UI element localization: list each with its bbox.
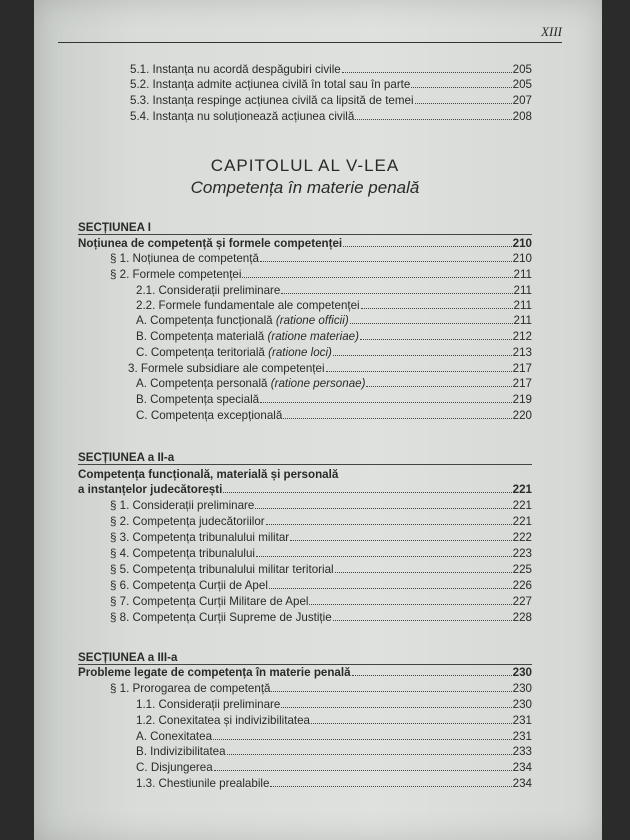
toc-entry: 1.1. Considerații preliminare 230 — [136, 698, 532, 711]
toc-entry: 2.2. Formele fundamentale ale competenței 211 — [136, 299, 532, 312]
toc-entry: 3. Formele subsidiare ale competenței 217 — [128, 362, 532, 375]
page-number: XIII — [541, 24, 562, 39]
toc-entry: B. Competența specială 219 — [136, 393, 532, 406]
table-of-contents — [78, 0, 532, 840]
chapter-number: CAPITOLUL AL V-LEA — [210, 156, 400, 175]
toc-entry: C. Competența teritorială (ratione loci) 213 — [136, 346, 532, 359]
toc-entry: § 4. Competența tribunalului 223 — [110, 547, 532, 560]
toc-entry: C. Competența excepțională 220 — [136, 409, 532, 422]
toc-entry: § 7. Competența Curții Militare de Apel 227 — [110, 595, 532, 608]
section-title: a instanțelor judecătorești 221 — [78, 483, 532, 496]
toc-entry: § 2. Competența judecătoriilor 221 — [110, 515, 532, 528]
section-heading: SECȚIUNEA a III-a — [78, 651, 178, 664]
toc-entry: 5.4. Instanța nu soluționează acțiunea civilă 208 — [130, 110, 532, 123]
section-divider — [78, 234, 532, 235]
toc-entry: § 3. Competența tribunalului militar 222 — [110, 531, 532, 544]
book-page — [34, 0, 602, 840]
toc-entry: A. Competența personală (ratione personae) 217 — [136, 377, 532, 390]
section-heading: SECȚIUNEA I — [78, 221, 152, 234]
toc-entry: B. Indivizibilitatea 233 — [136, 745, 532, 758]
toc-entry: 1.3. Chestiunile prealabile 234 — [136, 777, 532, 790]
section-title: Probleme legate de competența în materie penală 230 — [78, 666, 532, 679]
toc-entry: 5.2. Instanța admite acțiunea civilă în total sau în parte 205 — [130, 78, 532, 91]
chapter-title: Competența în materie penală — [190, 178, 420, 197]
toc-entry: § 1. Noțiunea de competență 210 — [110, 252, 532, 265]
toc-entry: 5.3. Instanța respinge acțiunea civilă ca lipsită de temei 207 — [130, 94, 532, 107]
toc-entry: § 8. Competența Curții Supreme de Justiție 228 — [110, 611, 532, 624]
toc-entry: A. Conexitatea 231 — [136, 730, 532, 743]
toc-entry: § 1. Considerații preliminare 221 — [110, 499, 532, 512]
section-title: Noțiunea de competență și formele competenței 210 — [78, 237, 532, 250]
section-title: Competența funcțională, materială și personală — [78, 468, 339, 481]
toc-entry: B. Competența materială (ratione materiae) 212 — [136, 330, 532, 343]
toc-entry: § 6. Competența Curții de Apel 226 — [110, 579, 532, 592]
toc-entry: 5.1. Instanța nu acordă despăgubiri civile 205 — [130, 63, 532, 76]
toc-entry: 2.1. Considerații preliminare 211 — [136, 284, 532, 297]
toc-entry: C. Disjungerea 234 — [136, 761, 532, 774]
section-divider — [78, 464, 532, 465]
toc-entry: § 5. Competența tribunalului militar teritorial 225 — [110, 563, 532, 576]
toc-entry: A. Competența funcțională (ratione officii) 211 — [136, 314, 532, 327]
toc-entry: § 1. Prorogarea de competență 230 — [110, 682, 532, 695]
toc-entry: § 2. Formele competenței 211 — [110, 268, 532, 281]
section-heading: SECȚIUNEA a II-a — [78, 451, 175, 464]
toc-entry: 1.2. Conexitatea și indivizibilitatea 231 — [136, 714, 532, 727]
